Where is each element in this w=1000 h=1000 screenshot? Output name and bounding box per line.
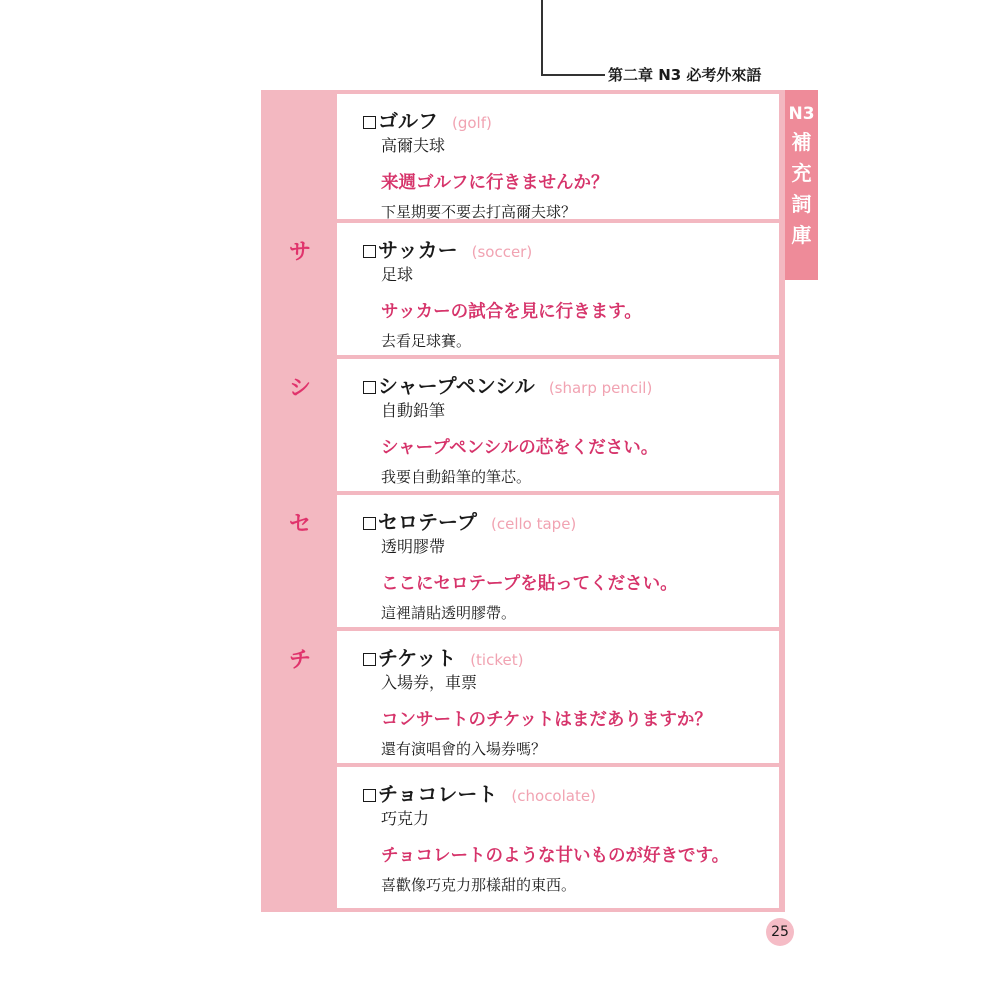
example-sentence: ここにセロテープを貼ってください。 [381,574,678,594]
chapter-title: 第二章 N3 必考外來語 [608,66,762,84]
entry-content [337,223,779,355]
checkbox-icon[interactable] [363,653,376,666]
checkbox-icon[interactable] [363,517,376,530]
word-line [363,642,779,670]
tab-level-label: N3 [788,104,815,124]
section-tab [785,90,818,280]
tab-char: 補 [791,130,812,154]
checkbox-icon[interactable] [363,116,376,129]
meaning: 巧克力 [381,809,430,828]
entry-content [337,94,779,219]
vocab-entry [261,763,781,908]
meaning: 透明膠帶 [381,537,446,556]
translation: 去看足球賽。 [381,332,472,350]
entry-content [337,359,779,491]
entry-content [337,495,779,627]
example-sentence: コンサートのチケットはまだありますか？ [381,710,712,730]
example-sentence: シャープペンシルの芯をください。 [381,438,659,458]
translation: 還有演唱會的入場券嗎？ [381,740,547,758]
romaji: (golf) [452,114,492,132]
vocabulary-frame [261,90,785,912]
word-line [363,234,779,262]
chapter-rule-horizontal [541,74,605,76]
translation: 下星期要不要去打高爾夫球？ [381,203,577,221]
romaji: (ticket) [470,651,524,669]
word-line [363,778,779,806]
meaning: 高爾夫球 [381,136,446,155]
example-sentence: チョコレートのような甘いものが好きです。 [381,846,730,866]
example-sentence: サッカーの試合を見に行きます。 [381,302,642,322]
tab-char: 詞 [791,192,812,216]
vocab-word: サッカー [378,238,458,262]
meaning: 自動鉛筆 [381,401,446,420]
chapter-rule-vertical [541,0,543,75]
kana-index: チ [288,648,311,673]
kana-index [265,767,335,908]
vocab-word: チョコレート [378,782,498,806]
checkbox-icon[interactable] [363,789,376,802]
entry-content [337,767,779,908]
romaji: (soccer) [471,243,533,261]
vocab-word: シャープペンシル [378,374,535,398]
checkbox-icon[interactable] [363,381,376,394]
kana-index: シ [288,376,311,401]
romaji: (sharp pencil) [548,379,653,397]
vocab-entry [261,90,781,219]
word-line [363,105,779,133]
entry-content [337,631,779,763]
tab-char: 充 [791,161,812,185]
translation: 我要自動鉛筆的筆芯。 [381,468,532,486]
word-line [363,370,779,398]
kana-index: サ [288,240,311,265]
page-number: 25 [766,918,794,946]
example-sentence: 来週ゴルフに行きませんか？ [381,173,609,193]
checkbox-icon[interactable] [363,245,376,258]
vocab-word: チケット [378,646,457,670]
meaning: 入場券，車票 [381,673,478,692]
translation: 這裡請貼透明膠帶。 [381,604,517,622]
kana-index [265,94,335,219]
kana-index: セ [288,512,311,537]
romaji: (cello tape) [491,515,577,533]
vocab-entry [261,355,781,491]
word-line [363,506,779,534]
tab-char: 庫 [791,223,812,247]
vocab-entry [261,627,781,763]
vocab-word: セロテープ [378,510,477,534]
meaning: 足球 [381,265,414,284]
vocab-entry [261,491,781,627]
translation: 喜歡像巧克力那樣甜的東西。 [381,876,577,894]
vocab-word: ゴルフ [378,109,438,133]
vocab-entry [261,219,781,355]
romaji: (chocolate) [511,787,596,805]
